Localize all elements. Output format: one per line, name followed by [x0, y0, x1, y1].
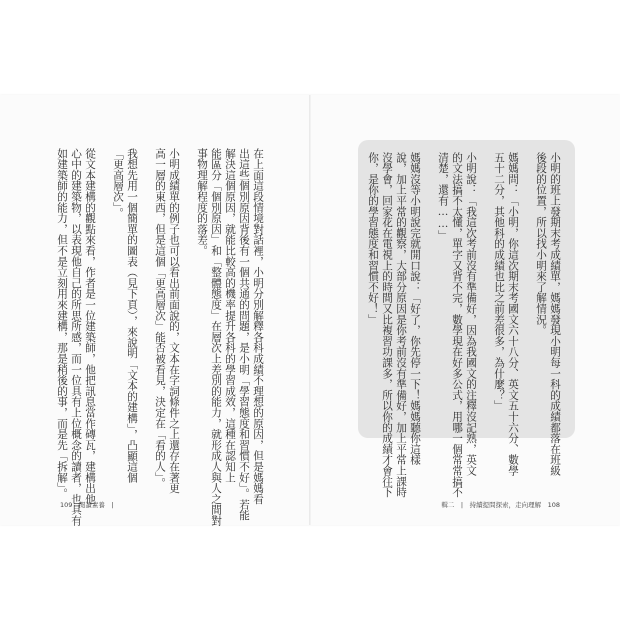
- left-page-body-text: 在上面這段情境對話裡，小明分別解釋各科成績不理想的原因，但是媽媽看 出這些個別原因背後有一個共通的問題，是小明「學習態度和習慣不好」。若能 解決這個原因，就能比較高的機率提升各科的學習成效，這種在認知上 能區分「個別原因」和「整體態度」在層次上差別的能力，就形成人與人之間對 事物理解程度的落差。 小明成績單的例子也可以看出前面說的，文本在字詞條件之上還存在著更 高一層的東西，但是這個「更高層次」能否被看見，決定在「看的人」。 我想先用一個簡單的圖表（見下頁），來說明「文本的建構」，凸顯這個 「更高層次」。 從文本建構的觀點來看，作者是一位建築師，他把訊息當作磚瓦，建構出他 心中的建築物，以表現他自己的所思所感，而一位具有上位概念的讀者，也具有 如建築師的能力，但不是立刻用來建構，那是稍後的事，而是先「拆解」。: [56, 148, 264, 526]
- book-gutter: [309, 95, 311, 525]
- dialogue-callout-text: 小明的班上發期末考成績單，媽媽發現小明每一科的成績都落在班級 後段的位置，所以找小明來了解情況。 媽媽問：「小明，你這次期末考國文六十八分、英文五十六分、數學 五十二分，其他科的成績也比之前差很多，為什麼？」 小明說：「我這次考前沒有準備好，因為我國文的注釋沒記熟，英文 的文法搞不太懂，單字又背不完，數學現在好多公式，用哪一個常常搞不 清楚，還有……」 媽媽沒等小明說完就開口說：「好了，你先停一下！媽媽聽你這樣 說，加上平常的觀察，大部分原因是你考前沒有準備好，加上平常上課時 沒學會，回家花在電視上的時間又比複習功課多，所以你的成績才會往下 你，是你的學習態度和習慣不好！」: [367, 152, 561, 498]
- left-page-number: 109 閱讀素養 |: [60, 501, 114, 509]
- right-page-number: 輯二 | 持續提問探索，走向理解 108: [441, 501, 560, 509]
